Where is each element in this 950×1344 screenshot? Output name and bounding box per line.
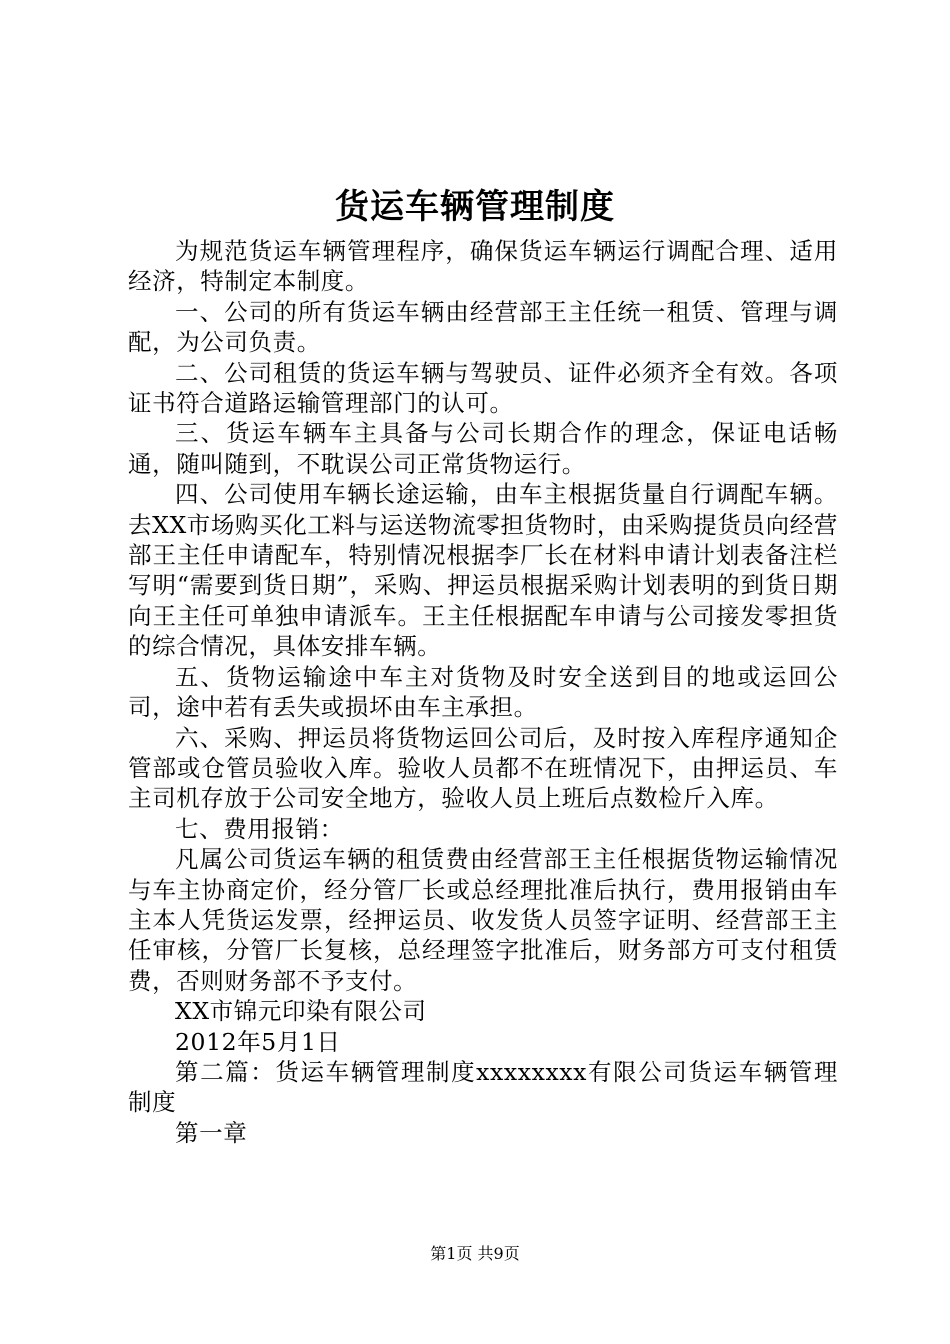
paragraph-clause-6: 六、采购、押运员将货物运回公司后，及时按入库程序通知企管部或仓管员验收入库。验收人员都不在班情况下，由押运员、车主司机存放于公司安全地方，验收人员上班后点数检斤入库。 <box>128 723 838 813</box>
paragraph-clause-3: 三、货运车辆车主具备与公司长期合作的理念，保证电话畅通，随叫随到，不耽误公司正常货物运行。 <box>128 419 838 478</box>
paragraph-clause-4: 四、公司使用车辆长途运输，由车主根据货量自行调配车辆。去XX市场购买化工料与运送物流零担货物时，由采购提货员向经营部王主任申请配车，特别情况根据李厂长在材料申请计划表备注栏写明“需要到货日期”，采购、押运员根据采购计划表明的到货日期向王主任可单独申请派车。王主任根据配车申请与公司接发零担货的综合情况，具体安排车辆。 <box>128 480 838 661</box>
document-date: 2012年5月1日 <box>175 1027 341 1056</box>
company-signature: XX市锦元印染有限公司 <box>175 997 427 1026</box>
paragraph-clause-5: 五、货物运输途中车主对货物及时安全送到目的地或运回公司，途中若有丢失或损坏由车主承担。 <box>128 662 838 722</box>
page-footer: 第1页 共9页 <box>430 1244 520 1263</box>
document-body <box>128 236 838 1148</box>
paragraph-part-two-heading: 第二篇：货运车辆管理制度xxxxxxxx有限公司货运车辆管理制度 <box>128 1057 838 1117</box>
paragraph-clause-1: 一、公司的所有货运车辆由经营部王主任统一租赁、管理与调配，为公司负责。 <box>128 297 838 357</box>
paragraph-intro: 为规范货运车辆管理程序，确保货运车辆运行调配合理、适用经济，特制定本制度。 <box>128 237 838 296</box>
paragraph-clause-2: 二、公司租赁的货运车辆与驾驶员、证件必须齐全有效。各项证书符合道路运输管理部门的认可。 <box>128 358 838 418</box>
paragraph-clause-7-heading: 七、费用报销： <box>175 814 344 843</box>
document-title: 货运车辆管理制度 <box>335 187 615 227</box>
paragraph-chapter-one: 第一章 <box>175 1118 248 1147</box>
paragraph-clause-7-body: 凡属公司货运车辆的租赁费由经营部王主任根据货物运输情况与车主协商定价，经分管厂长或总经理批准后执行，费用报销由车主本人凭货运发票，经押运员、收发货人员签字证明、经营部王主任审核，分管厂长复核，总经理签字批准后，财务部方可支付租赁费，否则财务部不予支付。 <box>128 845 838 995</box>
